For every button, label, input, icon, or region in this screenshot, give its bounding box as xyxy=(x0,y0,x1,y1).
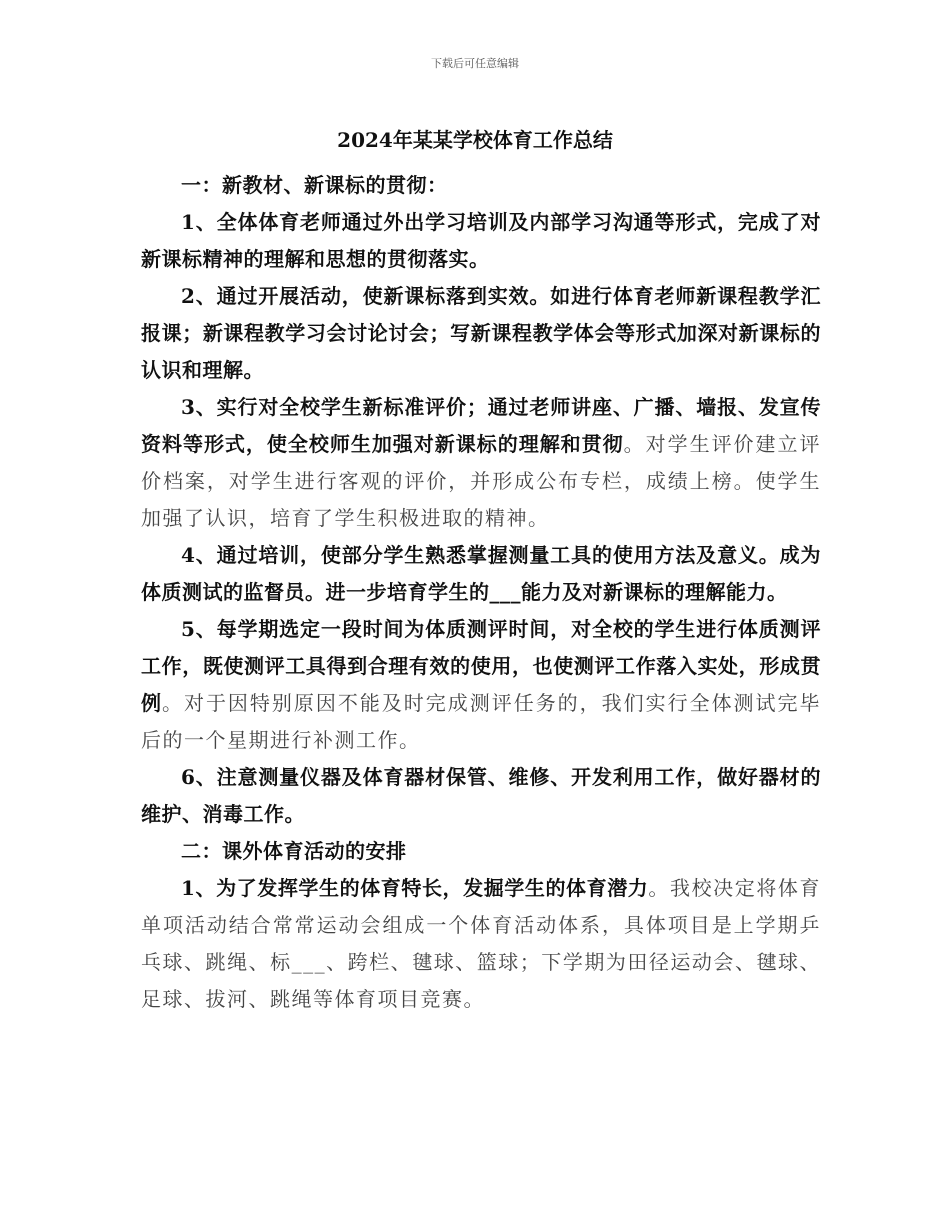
paragraph-7-light: 。我校决定将体育单项活动结合常常运动会组成一个体育活动体系，具体项目是上学期乒乓球、跳绳、标___、跨栏、毽球、篮球；下学期为田径运动会、毽球、足球、拔河、跳绳等体育项目竞赛。 xyxy=(141,876,822,1011)
paragraph-4-bold: 4、通过培训，使部分学生熟悉掌握测量工具的使用方法及意义。成为体质测试的监督员。进一步培育学生的___能力及对新课标的理解能力。 xyxy=(141,543,821,604)
paragraph-6-bold: 6、注意测量仪器及体育器材保管、维修、开发利用工作，做好器材的维护、消毒工作。 xyxy=(141,765,821,826)
paragraph-4 xyxy=(141,537,821,611)
section-heading-1: 一：新教材、新课标的贯彻： xyxy=(181,173,448,197)
paragraph-3-light: 。对学生评价建立评价档案，对学生进行客观的评价，并形成公布专栏，成绩上榜。使学生加强了认识，培育了学生积极进取的精神。 xyxy=(141,432,822,530)
paragraph-7-bold: 1、为了发挥学生的体育特长，发掘学生的体育潜力 xyxy=(181,876,649,900)
paragraph-2 xyxy=(141,278,821,389)
paragraph-2-bold: 2、通过开展活动，使新课标落到实效。如进行体育老师新课程教学汇报课；新课程教学习会讨论讨会；写新课程教学体会等形式加深对新课标的认识和理解。 xyxy=(141,284,821,382)
header-note: 下载后可任意编辑 xyxy=(431,57,519,70)
paragraph-3 xyxy=(141,389,821,537)
paragraph-1-bold: 1、全体体育老师通过外出学习培训及内部学习沟通等形式，完成了对新课标精神的理解和思想的贯彻落实。 xyxy=(141,210,821,271)
paragraph-5-bold: 5、每学期选定一段时间为体质测评时间，对全校的学生进行体质测评工作，既使测评工具得到合理有效的使用，也使测评工作落入实处，形成贯例 xyxy=(141,617,821,715)
paragraph-7 xyxy=(141,870,821,1018)
paragraph-1 xyxy=(141,204,821,278)
paragraph-3-bold: 3、实行对全校学生新标准评价；通过老师讲座、广播、墙报、发宣传资料等形式，使全校师生加强对新课标的理解和贯彻 xyxy=(141,395,821,456)
paragraph-5 xyxy=(141,611,821,759)
section-heading-2: 二：课外体育活动的安排 xyxy=(181,839,407,863)
paragraph-6 xyxy=(141,759,821,833)
paragraph-5-light: 。对于因特别原因不能及时完成测评任务的，我们实行全体测试完毕后的一个星期进行补测工作。 xyxy=(141,691,822,752)
document-title: 2024年某某学校体育工作总结 xyxy=(337,128,613,152)
document-body xyxy=(141,167,821,1018)
